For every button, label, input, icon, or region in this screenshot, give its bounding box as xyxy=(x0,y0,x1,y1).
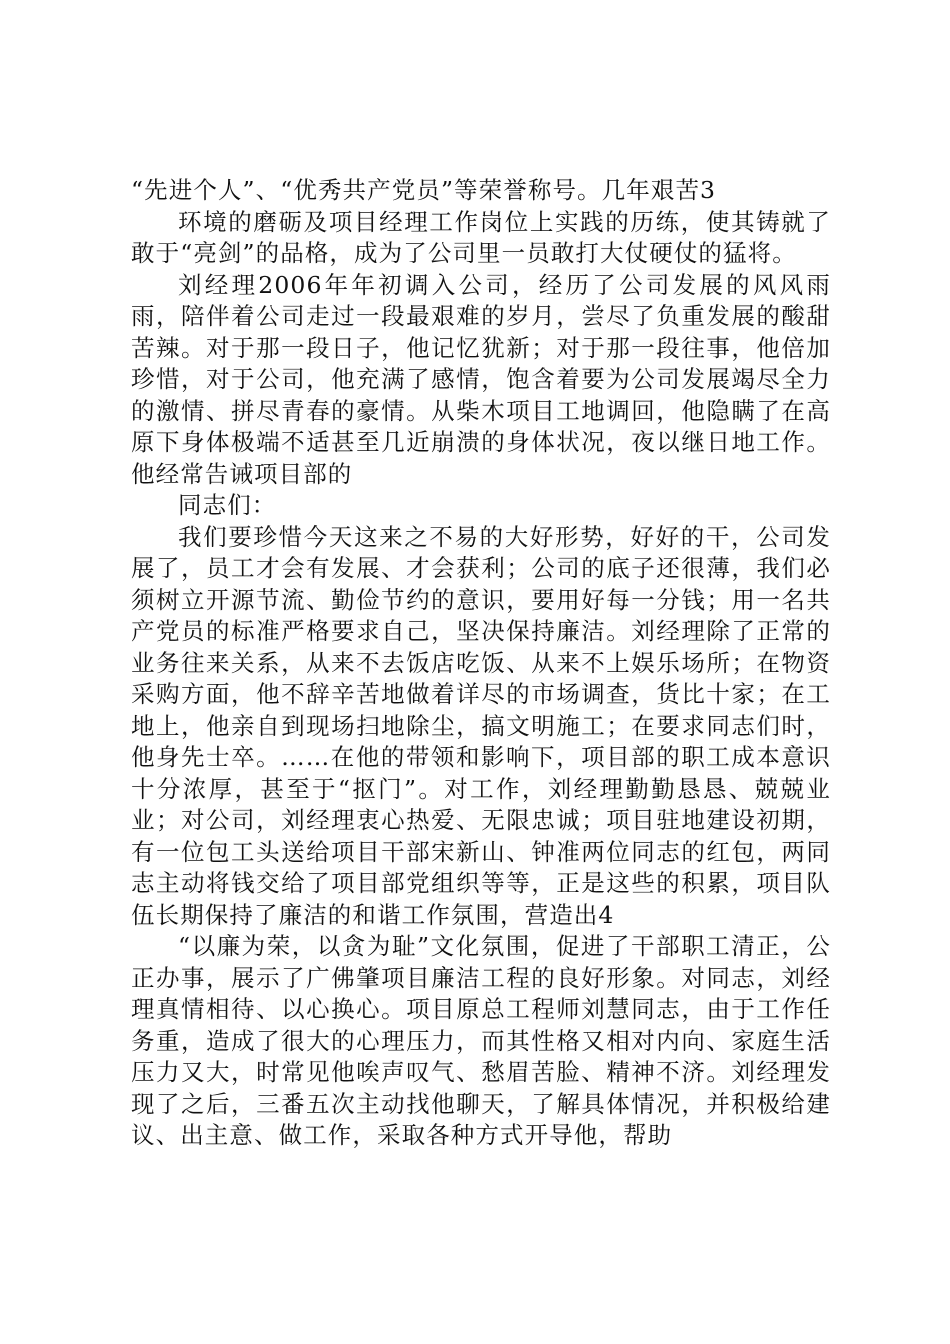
paragraph-1: “先进个人”、“优秀共产党员”等荣誉称号。几年艰苦3 xyxy=(131,176,717,204)
document-body xyxy=(131,175,831,1152)
paragraph-3: 刘经理2006年年初调入公司，经历了公司发展的风风雨雨，陪伴着公司走过一段最艰难的岁月，尝尽了负重发展的酸甜苦辣。对于那一段日子，他记忆犹新；对于那一段往事，他倍加珍惜，对于公司，他充满了感情，饱含着要为公司发展竭尽全力的激情、拼尽青春的豪情。从柴木项目工地调回，他隐瞒了在高原下身体极端不适甚至几近崩溃的身体状况，夜以继日地工作。他经常告诫项目部的 xyxy=(131,270,831,488)
paragraph-6: “以廉为荣，以贪为耻”文化氛围，促进了干部职工清正，公正办事，展示了广佛肇项目廉洁工程的良好形象。对同志，刘经理真情相待、以心换心。项目原总工程师刘慧同志，由于工作任务重，造成了很大的心理压力，而其性格又相对内向、家庭生活压力又大，时常见他唉声叹气、愁眉苦脸、精神不济。刘经理发现了之后，三番五次主动找他聊天，了解具体情况，并积极给建议、出主意、做工作，采取各种方式开导他，帮助 xyxy=(131,932,831,1149)
paragraph-5: 我们要珍惜今天这来之不易的大好形势，好好的干，公司发展了，员工才会有发展、才会获利；公司的底子还很薄，我们必须树立开源节流、勤俭节约的意识，要用好每一分钱；用一名共产党员的标准严格要求自己，坚决保持廉洁。刘经理除了正常的业务往来关系，从来不去饭店吃饭、从来不上娱乐场所；在物资采购方面，他不辞辛苦地做着详尽的市场调查，货比十家；在工地上，他亲自到现场扫地除尘，搞文明施工；在要求同志们时，他身先士卒。……在他的带领和影响下，项目部的职工成本意识十分浓厚，甚至于“抠门”。对工作，刘经理勤勤恳恳、兢兢业业；对公司，刘经理衷心热爱、无限忠诚；项目驻地建设初期，有一位包工头送给项目干部宋新山、钟准两位同志的红包，两同志主动将钱交给了项目部党组织等等，正是这些的积累，项目队伍长期保持了廉洁的和谐工作氛围，营造出4 xyxy=(131,522,831,929)
paragraph-2: 环境的磨砺及项目经理工作岗位上实践的历练，使其铸就了敢于“亮剑”的品格，成为了公司里一员敢打大仗硬仗的猛将。 xyxy=(131,207,831,267)
paragraph-4: 同志们： xyxy=(178,491,277,519)
